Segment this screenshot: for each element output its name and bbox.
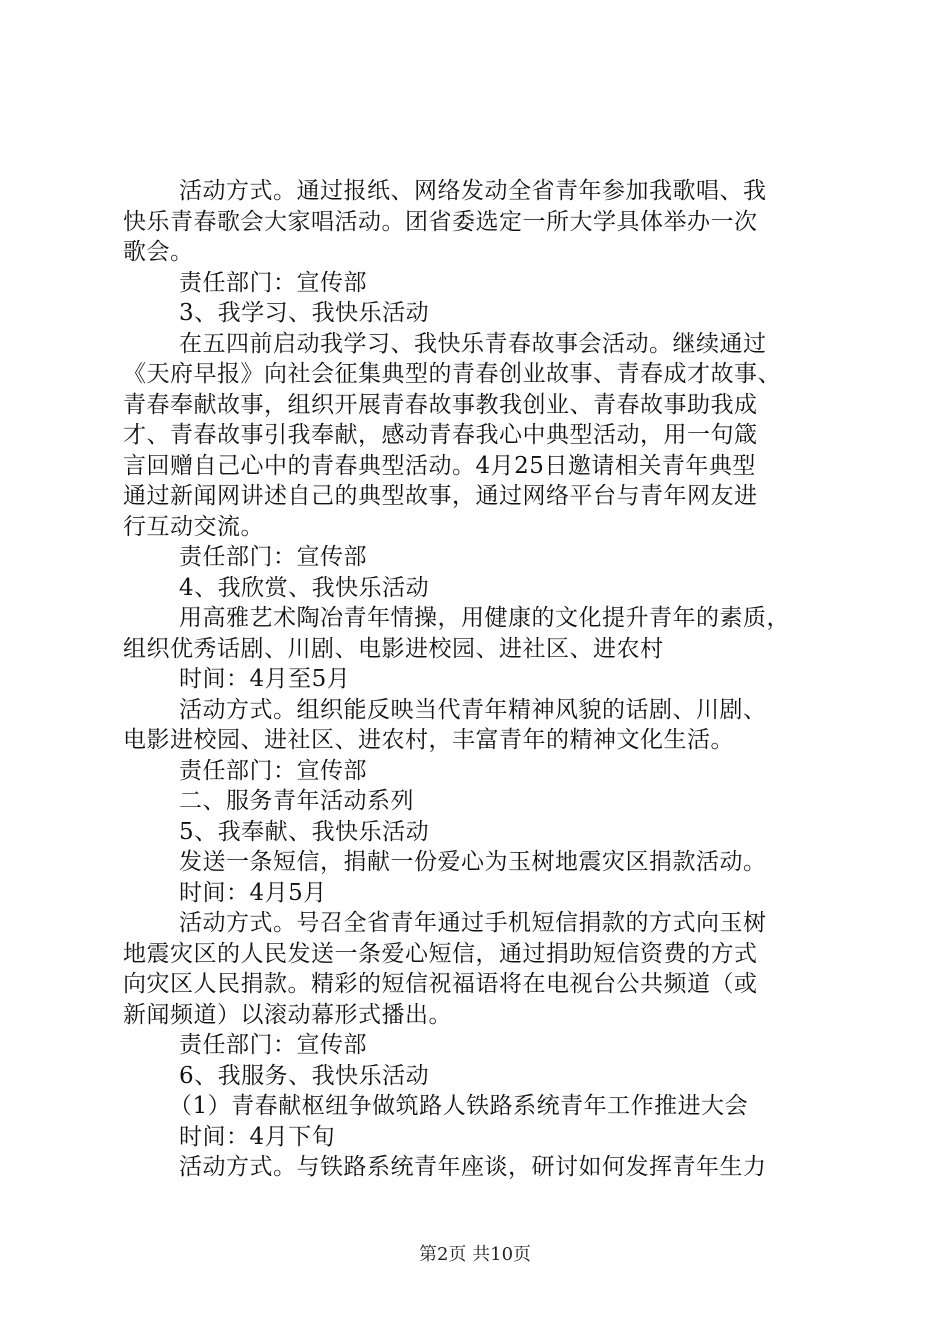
- text-line: 责任部门：宣传部: [179, 544, 367, 570]
- text-line: 活动方式。与铁路系统青年座谈，研讨如何发挥青年生力: [179, 1154, 767, 1180]
- text-line: 快乐青春歌会大家唱活动。团省委选定一所大学具体举办一次: [123, 208, 758, 235]
- text-line: 活动方式。通过报纸、网络发动全省青年参加我歌唱、我: [179, 178, 767, 204]
- text-line: 发送一条短信，捐献一份爱心为玉树地震灾区捐款活动。: [179, 849, 767, 875]
- text-line: 时间：4月5月: [179, 879, 327, 906]
- text-line: 行互动交流。: [123, 513, 264, 540]
- text-line: 时间：4月至5月: [179, 666, 351, 692]
- text-line: 责任部门：宣传部: [179, 269, 367, 296]
- text-line: 组织优秀话剧、川剧、电影进校园、进社区、进农村: [123, 635, 664, 662]
- text-line: 在五四前启动我学习、我快乐青春故事会活动。继续通过: [179, 330, 767, 357]
- text-line: 4、我欣赏、我快乐活动: [179, 574, 430, 601]
- text-line: 向灾区人民捐款。精彩的短信祝福语将在电视台公共频道（或: [123, 971, 758, 997]
- text-line: 青春奉献故事，组织开展青春故事教我创业、青春故事助我成: [123, 391, 758, 418]
- text-line: 电影进校园、进社区、进农村，丰富青年的精神文化生活。: [123, 727, 734, 753]
- text-line: （1）青春献枢纽争做筑路人铁路系统青年工作推进大会: [169, 1093, 749, 1119]
- text-line: 责任部门：宣传部: [179, 1032, 367, 1058]
- text-line: 二、服务青年活动系列: [179, 788, 414, 814]
- text-line: 5、我奉献、我快乐活动: [179, 818, 430, 845]
- text-line: 言回赠自己心中的青春典型活动。4月25日邀请相关青年典型: [123, 452, 756, 479]
- text-line: 责任部门：宣传部: [179, 757, 367, 784]
- text-line: 6、我服务、我快乐活动: [179, 1062, 430, 1089]
- text-line: 《天府早报》向社会征集典型的青春创业故事、青春成才故事、: [123, 361, 781, 387]
- document-body: [123, 176, 835, 1183]
- text-line: 才、青春故事引我奉献，感动青春我心中典型活动，用一句箴: [123, 422, 758, 448]
- text-line: 活动方式。组织能反映当代青年精神风貌的话剧、川剧、: [179, 696, 767, 723]
- text-line: 3、我学习、我快乐活动: [179, 300, 430, 326]
- text-line: 用高雅艺术陶冶青年情操，用健康的文化提升青年的素质，: [179, 605, 790, 631]
- text-line: 地震灾区的人民发送一条爱心短信，通过捐助短信资费的方式: [123, 940, 758, 967]
- text-line: 通过新闻网讲述自己的典型故事，通过网络平台与青年网友进: [123, 483, 758, 509]
- page-footer: 第2页 共10页: [418, 1244, 532, 1265]
- text-line: 歌会。: [123, 239, 194, 265]
- text-line: 活动方式。号召全省青年通过手机短信捐款的方式向玉树: [179, 910, 767, 936]
- text-line: 时间：4月下旬: [179, 1123, 336, 1150]
- text-line: 新闻频道）以滚动幕形式播出。: [123, 1001, 452, 1028]
